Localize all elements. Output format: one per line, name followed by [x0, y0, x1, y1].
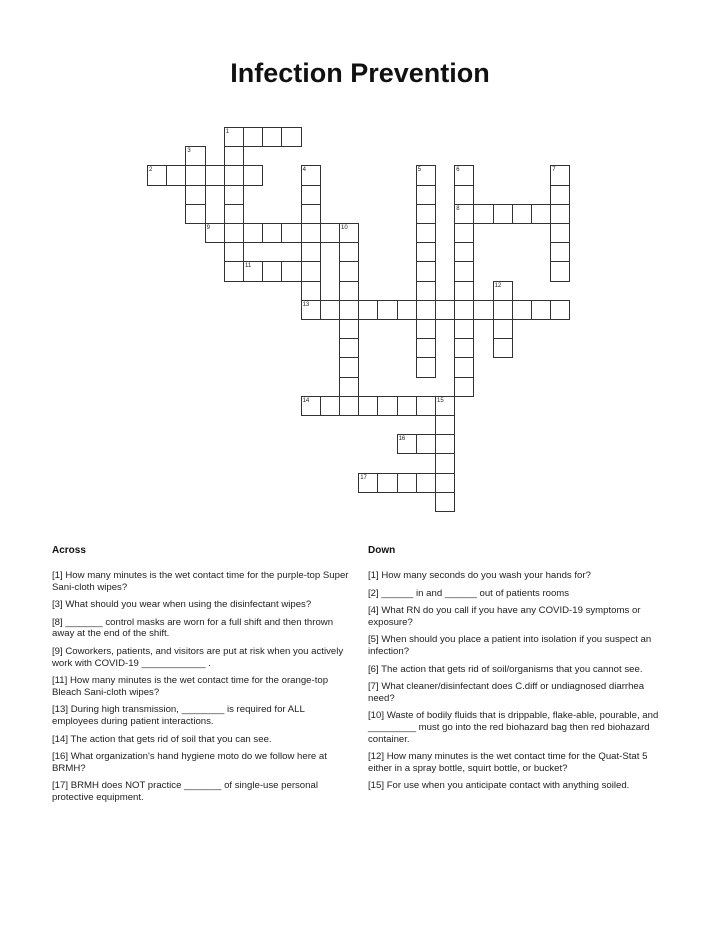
- cell-number: 10: [341, 225, 348, 231]
- grid-cell[interactable]: [339, 300, 359, 320]
- grid-cell[interactable]: [435, 300, 455, 320]
- clue-text: The action that gets rid of soil that you can see.: [70, 733, 272, 745]
- grid-cell[interactable]: [454, 300, 474, 320]
- grid-cell[interactable]: [550, 204, 570, 224]
- clue-across-3: [52, 599, 352, 611]
- clue-text: When should you place a patient into isolation if you suspect an infection?: [368, 634, 652, 657]
- grid-cell[interactable]: [550, 165, 570, 185]
- grid-cell[interactable]: [185, 165, 205, 185]
- grid-cell[interactable]: [454, 281, 474, 301]
- clue-text: What should you wear when using the disinfectant wipes?: [65, 599, 312, 611]
- grid-cell[interactable]: [339, 242, 359, 262]
- cell-number: 5: [417, 167, 422, 174]
- grid-cell[interactable]: [224, 146, 244, 166]
- grid-cell[interactable]: [550, 223, 570, 243]
- grid-cell[interactable]: [377, 473, 397, 493]
- grid-cell[interactable]: [454, 338, 474, 358]
- clue-down-15: [368, 780, 668, 792]
- clue-text: During high transmission, ________ is required for ALL employees during patient interactions.: [52, 704, 305, 727]
- grid-cell[interactable]: [243, 223, 263, 243]
- grid-cell[interactable]: [339, 319, 359, 339]
- grid-cell[interactable]: [339, 261, 359, 281]
- clue-across-1: [52, 570, 352, 593]
- clue-number: [2]: [368, 587, 379, 599]
- clue-number: [17]: [52, 780, 69, 792]
- grid-cell[interactable]: [416, 357, 436, 377]
- grid-cell[interactable]: [531, 204, 551, 224]
- clue-number: [4]: [368, 605, 379, 617]
- grid-cell[interactable]: [301, 281, 321, 301]
- grid-cell[interactable]: [301, 165, 321, 185]
- grid-cell[interactable]: [416, 242, 436, 262]
- grid-cell[interactable]: [397, 396, 417, 416]
- clue-across-11: [52, 675, 352, 698]
- grid-cell[interactable]: [454, 242, 474, 262]
- grid-cell[interactable]: [454, 357, 474, 377]
- grid-cell[interactable]: [454, 204, 474, 224]
- clue-across-17: [52, 780, 352, 803]
- grid-cell[interactable]: [454, 377, 474, 397]
- grid-cell[interactable]: [493, 319, 513, 339]
- grid-cell[interactable]: [435, 396, 455, 416]
- grid-cell[interactable]: [493, 338, 513, 358]
- cell-number: 6: [456, 167, 460, 174]
- grid-cell[interactable]: [416, 204, 436, 224]
- across-clues: [52, 545, 352, 810]
- clue-number: [11]: [52, 675, 68, 687]
- grid-cell[interactable]: [397, 473, 417, 493]
- grid-cell[interactable]: [416, 338, 436, 358]
- grid-cell[interactable]: [339, 396, 359, 416]
- grid-cell[interactable]: [224, 204, 244, 224]
- grid-cell[interactable]: [224, 223, 244, 243]
- grid-cell[interactable]: [185, 146, 205, 166]
- cell-number: 7: [552, 167, 556, 174]
- grid-cell[interactable]: [224, 242, 244, 262]
- grid-cell[interactable]: [435, 453, 455, 473]
- clue-across-9: [52, 646, 352, 669]
- grid-cell[interactable]: [550, 261, 570, 281]
- clue-number: [8]: [52, 616, 63, 628]
- grid-cell[interactable]: [358, 473, 378, 493]
- clue-number: [9]: [52, 645, 63, 657]
- grid-cell[interactable]: [416, 396, 436, 416]
- grid-cell[interactable]: [281, 261, 301, 281]
- grid-cell[interactable]: [185, 204, 205, 224]
- grid-cell[interactable]: [454, 165, 474, 185]
- grid-cell[interactable]: [416, 473, 436, 493]
- grid-cell[interactable]: [301, 185, 321, 205]
- grid-cell[interactable]: [262, 261, 282, 281]
- clue-down-1: [368, 570, 668, 582]
- grid-cell[interactable]: [262, 127, 282, 147]
- clue-down-4: [368, 605, 668, 628]
- clue-text: How many minutes is the wet contact time for the orange-top Bleach Sani-cloth wipes?: [52, 675, 329, 698]
- down-heading: Down: [368, 545, 396, 556]
- grid-cell[interactable]: [243, 165, 263, 185]
- grid-cell[interactable]: [224, 127, 244, 147]
- grid-cell[interactable]: [262, 223, 282, 243]
- clue-text: The action that gets rid of soil/organisms that you cannot see.: [381, 663, 643, 675]
- clue-text: How many minutes is the wet contact time for the purple-top Super Sani-cloth wipes?: [52, 570, 349, 593]
- grid-cell[interactable]: [550, 242, 570, 262]
- grid-cell[interactable]: [416, 165, 436, 185]
- grid-cell[interactable]: [147, 165, 167, 185]
- clue-number: [1]: [52, 570, 63, 581]
- grid-cell[interactable]: [493, 281, 513, 301]
- clue-text: What organization's hand hygiene moto do we follow here at BRMH?: [52, 751, 327, 774]
- clue-across-8: [52, 617, 352, 640]
- grid-cell[interactable]: [416, 434, 436, 454]
- cell-number: 1: [225, 129, 230, 135]
- grid-cell[interactable]: [454, 223, 474, 243]
- clue-text: How many seconds do you wash your hands for?: [381, 570, 591, 581]
- down-clues: [368, 545, 668, 798]
- clue-number: [7]: [368, 681, 379, 693]
- grid-cell[interactable]: [397, 434, 417, 454]
- cell-number: 17: [360, 474, 367, 481]
- clue-number: [15]: [368, 780, 385, 792]
- cell-number: 4: [302, 167, 306, 174]
- grid-cell[interactable]: [281, 127, 301, 147]
- grid-cell[interactable]: [301, 300, 321, 320]
- grid-cell[interactable]: [512, 300, 532, 320]
- grid-cell[interactable]: [301, 242, 321, 262]
- grid-cell[interactable]: [358, 396, 378, 416]
- clue-across-14: [52, 734, 352, 746]
- grid-cell[interactable]: [339, 223, 359, 243]
- cell-number: 11: [245, 263, 252, 270]
- clue-number: [5]: [368, 634, 379, 646]
- grid-cell[interactable]: [205, 223, 225, 243]
- grid-cell[interactable]: [377, 300, 397, 320]
- clue-down-6: [368, 664, 668, 676]
- grid-cell[interactable]: [435, 434, 455, 454]
- grid-cell[interactable]: [301, 261, 321, 281]
- cell-number: 15: [437, 397, 444, 404]
- grid-cell[interactable]: [550, 300, 570, 320]
- clue-number: [13]: [52, 704, 69, 716]
- grid-cell[interactable]: [377, 396, 397, 416]
- grid-cell[interactable]: [358, 300, 378, 320]
- clue-text: How many minutes is the wet contact time for the Quat-Stat 5 either in a spray bottle, squirt bottle, or bucket?: [368, 751, 648, 774]
- grid-cell[interactable]: [416, 281, 436, 301]
- grid-cell[interactable]: [281, 223, 301, 243]
- grid-cell[interactable]: [224, 185, 244, 205]
- clue-across-13: [52, 704, 352, 727]
- grid-cell[interactable]: [320, 223, 340, 243]
- grid-cell[interactable]: [339, 338, 359, 358]
- clue-text: What RN do you call if you have any COVID-19 symptoms or exposure?: [368, 605, 641, 628]
- clue-number: [14]: [52, 733, 69, 745]
- clue-across-16: [52, 751, 352, 774]
- grid-cell[interactable]: [435, 492, 455, 512]
- grid-cell[interactable]: [339, 377, 359, 397]
- grid-cell[interactable]: [473, 204, 493, 224]
- grid-cell[interactable]: [301, 223, 321, 243]
- grid-cell[interactable]: [416, 319, 436, 339]
- grid-cell[interactable]: [320, 300, 340, 320]
- clue-number: [16]: [52, 751, 69, 763]
- grid-cell[interactable]: [416, 223, 436, 243]
- grid-cell[interactable]: [531, 300, 551, 320]
- grid-cell[interactable]: [493, 204, 513, 224]
- grid-cell[interactable]: [339, 357, 359, 377]
- grid-cell[interactable]: [397, 300, 417, 320]
- grid-cell[interactable]: [166, 165, 186, 185]
- cell-number: 13: [302, 301, 310, 308]
- grid-cell[interactable]: [493, 300, 513, 320]
- grid-cell[interactable]: [301, 204, 321, 224]
- grid-cell[interactable]: [550, 185, 570, 205]
- grid-cell[interactable]: [473, 300, 493, 320]
- grid-cell[interactable]: [243, 127, 263, 147]
- clue-down-10: [368, 710, 668, 745]
- grid-cell[interactable]: [224, 261, 244, 281]
- page-title: Infection Prevention: [230, 58, 490, 88]
- grid-cell[interactable]: [320, 396, 340, 416]
- clue-text: What cleaner/disinfectant does C.diff or undiagnosed diarrhea need?: [368, 681, 645, 704]
- grid-cell[interactable]: [435, 473, 455, 493]
- clue-text: ______ in and ______ out of patients rooms: [381, 587, 570, 599]
- grid-cell[interactable]: [416, 261, 436, 281]
- clue-number: [10]: [368, 710, 385, 722]
- grid-cell[interactable]: [185, 185, 205, 205]
- clue-number: [3]: [52, 599, 63, 611]
- grid-cell[interactable]: [416, 300, 436, 320]
- grid-cell[interactable]: [416, 185, 436, 205]
- clue-text: Coworkers, patients, and visitors are put at risk when you actively work with COVID-19 ____________ .: [52, 645, 344, 669]
- clue-down-5: [368, 634, 668, 657]
- grid-cell[interactable]: [454, 185, 474, 205]
- grid-cell[interactable]: [435, 415, 455, 435]
- grid-cell[interactable]: [512, 204, 532, 224]
- clue-down-12: [368, 751, 668, 774]
- cell-number: 14: [302, 397, 310, 404]
- grid-cell[interactable]: [301, 396, 321, 416]
- grid-cell[interactable]: [205, 165, 225, 185]
- cell-number: 9: [206, 225, 210, 231]
- clue-text: BRMH does NOT practice _______ of single-use personal protective equipment.: [52, 780, 318, 803]
- cell-number: 8: [456, 205, 460, 212]
- grid-cell[interactable]: [454, 261, 474, 281]
- clue-text: _______ control masks are worn for a full shift and then thrown away at the end of the shift.: [52, 616, 334, 640]
- clue-down-7: [368, 681, 668, 704]
- grid-cell[interactable]: [224, 165, 244, 185]
- clue-number: [12]: [368, 751, 385, 763]
- cell-number: 3: [187, 148, 191, 155]
- clue-down-2: [368, 588, 668, 600]
- clue-number: [1]: [368, 570, 379, 581]
- cell-number: 2: [149, 167, 153, 174]
- cell-number: 16: [398, 436, 406, 443]
- grid-cell[interactable]: [243, 261, 263, 281]
- across-heading: Across: [52, 545, 86, 556]
- clue-number: [6]: [368, 663, 379, 675]
- clue-text: Waste of bodily fluids that is drippable, flake-able, pourable, and _________ must go into the red biohazard bag then red biohazard container.: [368, 710, 659, 745]
- grid-cell[interactable]: [454, 319, 474, 339]
- clue-text: For use when you anticipate contact with anything soiled.: [386, 780, 630, 792]
- grid-cell[interactable]: [339, 281, 359, 301]
- cell-number: 12: [494, 282, 502, 289]
